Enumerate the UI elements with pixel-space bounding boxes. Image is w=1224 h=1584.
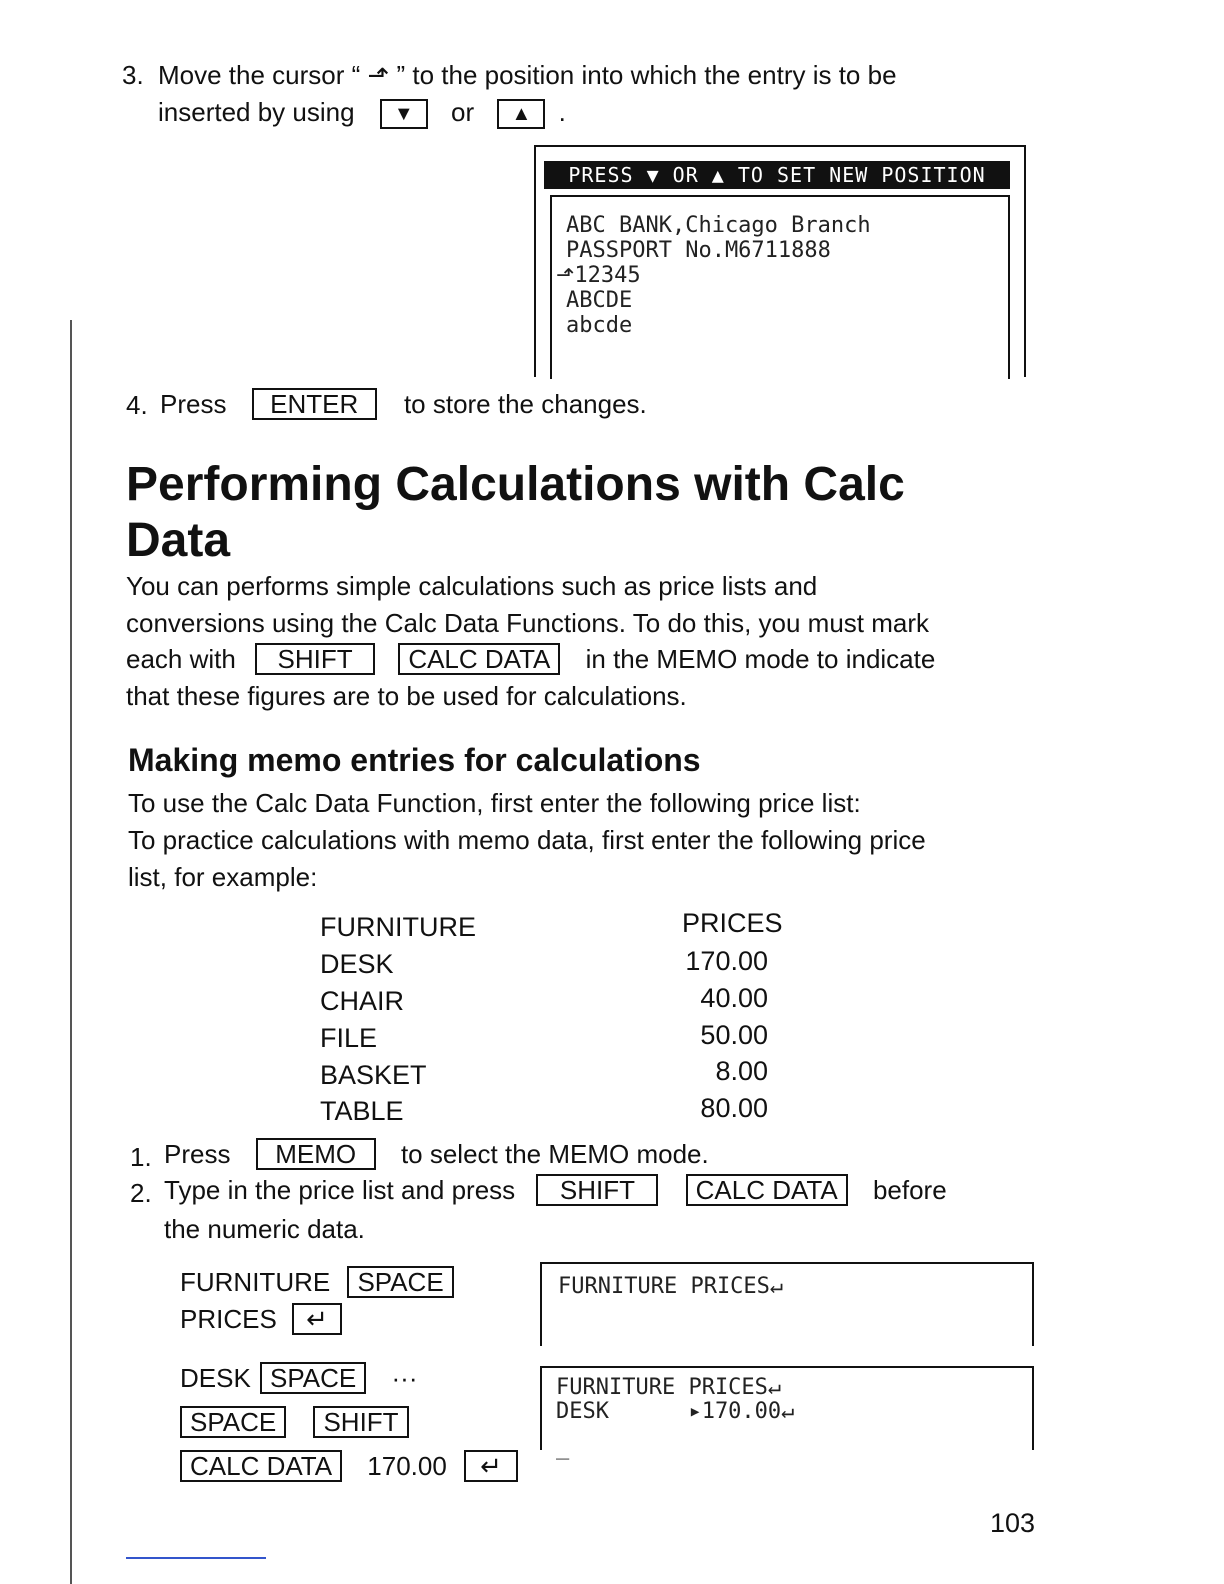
keyseq1-line2 — [180, 1303, 346, 1335]
keyseq2-line2 — [176, 1406, 413, 1438]
lcd-screen-furniture — [540, 1262, 1034, 1346]
keyseq2-desk: DESK — [180, 1363, 251, 1393]
keyseq2-value: 170.00 — [367, 1451, 447, 1481]
intro-line4: that these figures are to be used for calculations. — [126, 681, 687, 711]
step2-line2: the numeric data. — [164, 1214, 365, 1244]
keyseq2-dots: ··· — [391, 1363, 418, 1393]
step3-line1: Move the cursor “ ⬏ ” to the position into which the entry is to be — [158, 60, 897, 90]
lcd-line: DESK ▸170.00↵ — [556, 1399, 795, 1424]
step2-text: Type in the price list and press — [164, 1175, 516, 1205]
table-header-furniture: FURNITURE — [320, 912, 476, 942]
enter-key: ↵ — [292, 1303, 342, 1335]
intro-line1: You can performs simple calculations such as price lists and — [126, 571, 818, 601]
enter-key: ENTER — [252, 388, 377, 420]
space-key: SPACE — [260, 1362, 366, 1394]
intro-line2: conversions using the Calc Data Functions. To do this, you must mark — [126, 608, 930, 638]
calc-data-key: CALC DATA — [398, 643, 560, 675]
keyseq1-prices: PRICES — [180, 1304, 277, 1334]
sub-text-line3: list, for example: — [128, 862, 318, 892]
lcd-line: ABCDE — [566, 288, 633, 313]
table-cell-price: 170.00 — [685, 946, 768, 976]
page-edge-line — [70, 320, 72, 1584]
keyseq2-line3 — [176, 1450, 522, 1482]
table-cell-price: 40.00 — [700, 983, 768, 1013]
section-heading-line1: Performing Calculations with Calc — [126, 458, 905, 511]
table-header-prices: PRICES — [682, 908, 783, 938]
space-key: SPACE — [347, 1266, 453, 1298]
table-cell-item: BASKET — [320, 1060, 427, 1090]
down-arrow-key: ▼ — [380, 99, 428, 129]
step1-press: Press — [164, 1139, 231, 1169]
section-heading-line2: Data — [126, 514, 231, 567]
calc-data-key: CALC DATA — [180, 1450, 342, 1482]
enter-key: ↵ — [464, 1450, 518, 1482]
step4-line — [160, 388, 647, 420]
lcd-screen-position — [534, 145, 1026, 377]
step3-line2 — [158, 97, 566, 129]
table-cell-price: 8.00 — [715, 1056, 768, 1086]
step4-rest: to store the changes. — [403, 389, 647, 419]
memo-key: MEMO — [256, 1138, 376, 1170]
price-table — [320, 908, 820, 1128]
step4-press: Press — [160, 389, 227, 419]
step1-number: 1. — [130, 1142, 152, 1172]
step1-line — [164, 1138, 709, 1170]
keyseq2-line1 — [180, 1362, 417, 1394]
lcd-line: abcde — [566, 313, 633, 338]
sub-text-line2: To practice calculations with memo data, first enter the following price — [128, 825, 926, 855]
shift-key: SHIFT — [536, 1174, 658, 1206]
lcd-screen-desk — [540, 1366, 1034, 1450]
up-arrow-key: ▲ — [497, 99, 545, 129]
intro-each-with: each with — [126, 644, 236, 674]
shift-key: SHIFT — [255, 643, 375, 675]
table-cell-item: DESK — [320, 949, 394, 979]
table-cell-item: FILE — [320, 1023, 378, 1053]
step1-rest: to select the MEMO mode. — [400, 1139, 709, 1169]
sub-text-line1: To use the Calc Data Function, first enter the following price list: — [128, 788, 861, 818]
intro-line3 — [126, 641, 935, 678]
keyseq1-line1 — [180, 1266, 458, 1298]
table-cell-item: CHAIR — [320, 986, 405, 1016]
lcd-cursor-line: ⬏12345 — [556, 263, 641, 288]
lcd-inner-frame — [550, 195, 1010, 379]
table-cell-item: TABLE — [320, 1096, 404, 1126]
lcd-line: FURNITURE PRICES↵ — [556, 1375, 782, 1400]
lcd-line: FURNITURE PRICES↵ — [558, 1274, 784, 1299]
shift-key: SHIFT — [313, 1406, 408, 1438]
step3-number: 3. — [122, 60, 144, 90]
calc-data-key: CALC DATA — [686, 1174, 848, 1206]
intro-memo-mode: in the MEMO mode to indicate — [585, 644, 936, 674]
step2-number: 2. — [130, 1178, 152, 1208]
lcd-line: PASSPORT No.M6711888 — [566, 238, 831, 263]
step3-text: inserted by using — [158, 97, 355, 127]
step3-period: . — [558, 97, 566, 127]
space-key: SPACE — [180, 1406, 286, 1438]
subheading: Making memo entries for calculations — [128, 742, 701, 778]
page-number: 103 — [990, 1508, 1036, 1538]
step4-number: 4. — [126, 390, 148, 420]
step3-or: or — [451, 97, 475, 127]
step2-before: before — [872, 1175, 947, 1205]
lcd-header-bar: PRESS ▼ OR ▲ TO SET NEW POSITION — [544, 161, 1010, 189]
step2-line — [164, 1174, 947, 1206]
page-footer-rule — [126, 1557, 266, 1559]
table-cell-price: 80.00 — [700, 1093, 768, 1123]
lcd-line: ABC BANK,Chicago Branch — [566, 213, 871, 238]
keyseq1-furniture: FURNITURE — [180, 1267, 331, 1297]
lcd-cursor: _ — [556, 1435, 570, 1460]
table-cell-price: 50.00 — [700, 1020, 768, 1050]
